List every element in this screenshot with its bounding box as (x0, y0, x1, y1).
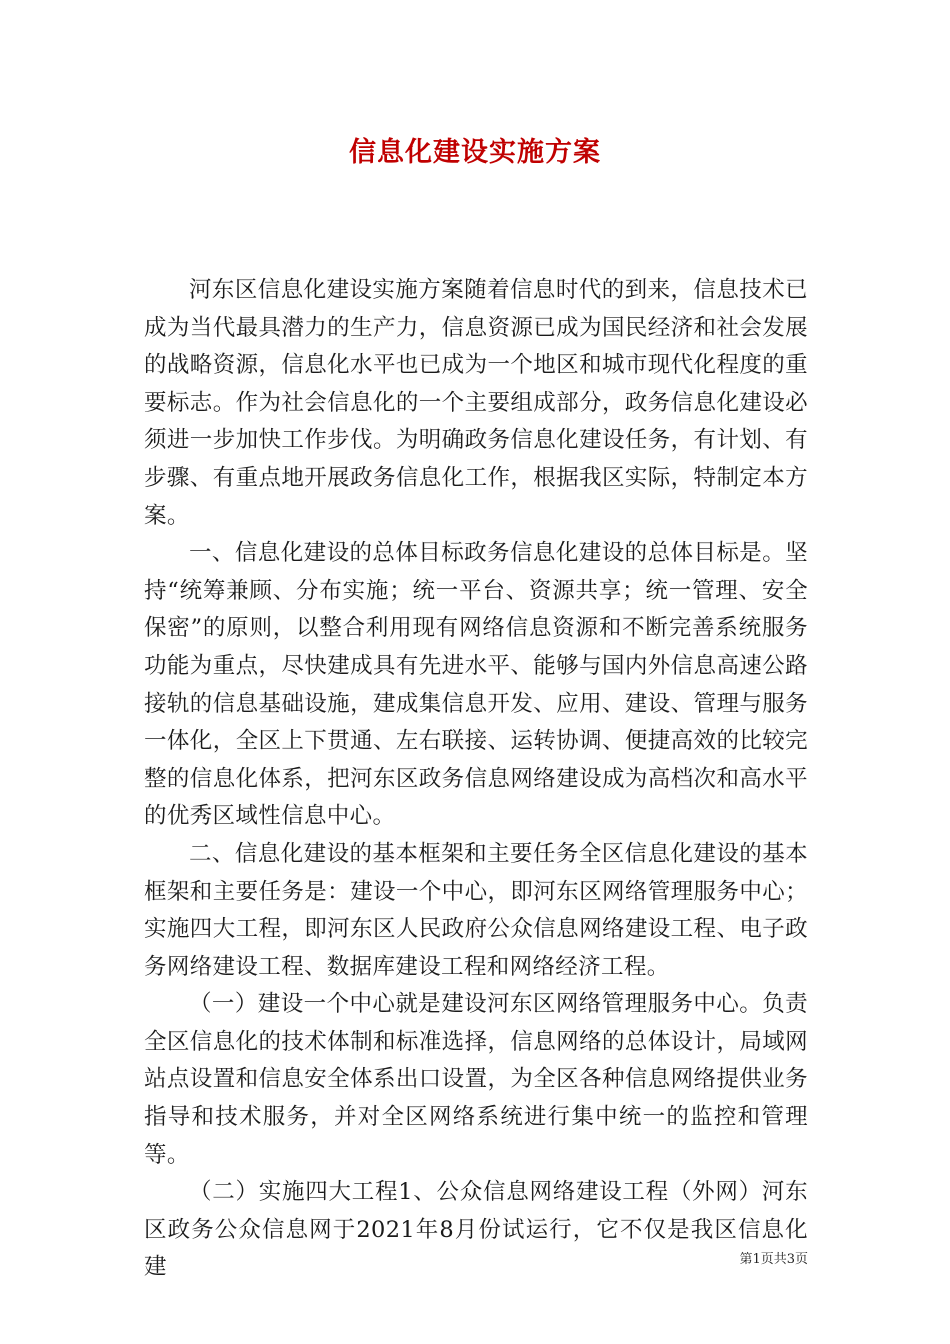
paragraph-overall-goal: 一、信息化建设的总体目标政务信息化建设的总体目标是。坚持“统筹兼顾、分布实施；统一平台、资源共享；统一管理、安全保密”的原则，以整合利用现有网络信息资源和不断完善系统服务功能为重点，尽快建成具有先进水平、能够与国内外信息高速公路接轨的信息基础设施，建成集信息开发、应用、建设、管理与服务一体化，全区上下贯通、左右联接、运转协调、便捷高效的比较完整的信息化体系，把河东区政务信息网络建设成为高档次和高水平的优秀区域性信息中心。 (144, 540, 808, 830)
page-number-footer: 第1页共3页 (739, 1252, 808, 1267)
document-title: 信息化建设实施方案 (349, 137, 601, 168)
paragraph-intro: 河东区信息化建设实施方案随着信息时代的到来，信息技术已成为当代最具潜力的生产力，信息资源已成为国民经济和社会发展的战略资源，信息化水平也已成为一个地区和城市现代化程度的重要标志。作为社会信息化的一个主要组成部分，政务信息化建设必须进一步加快工作步伐。为明确政务信息化建设任务，有计划、有步骤、有重点地开展政务信息化工作，根据我区实际，特制定本方案。 (144, 277, 808, 529)
document-body (144, 272, 808, 1287)
paragraph-four-projects: （二）实施四大工程1、公众信息网络建设工程（外网）河东区政务公众信息网于2021年8月份试运行，它不仅是我区信息化建 (144, 1179, 808, 1281)
paragraph-one-center: （一）建设一个中心就是建设河东区网络管理服务中心。负责全区信息化的技术体制和标准选择，信息网络的总体设计，局域网站点设置和信息安全体系出口设置，为全区各种信息网络提供业务指导和技术服务，并对全区网络系统进行集中统一的监控和管理等。 (144, 991, 808, 1168)
paragraph-framework-tasks: 二、信息化建设的基本框架和主要任务全区信息化建设的基本框架和主要任务是：建设一个中心，即河东区网络管理服务中心；实施四大工程，即河东区人民政府公众信息网络建设工程、电子政务网络建设工程、数据库建设工程和网络经济工程。 (144, 840, 808, 980)
